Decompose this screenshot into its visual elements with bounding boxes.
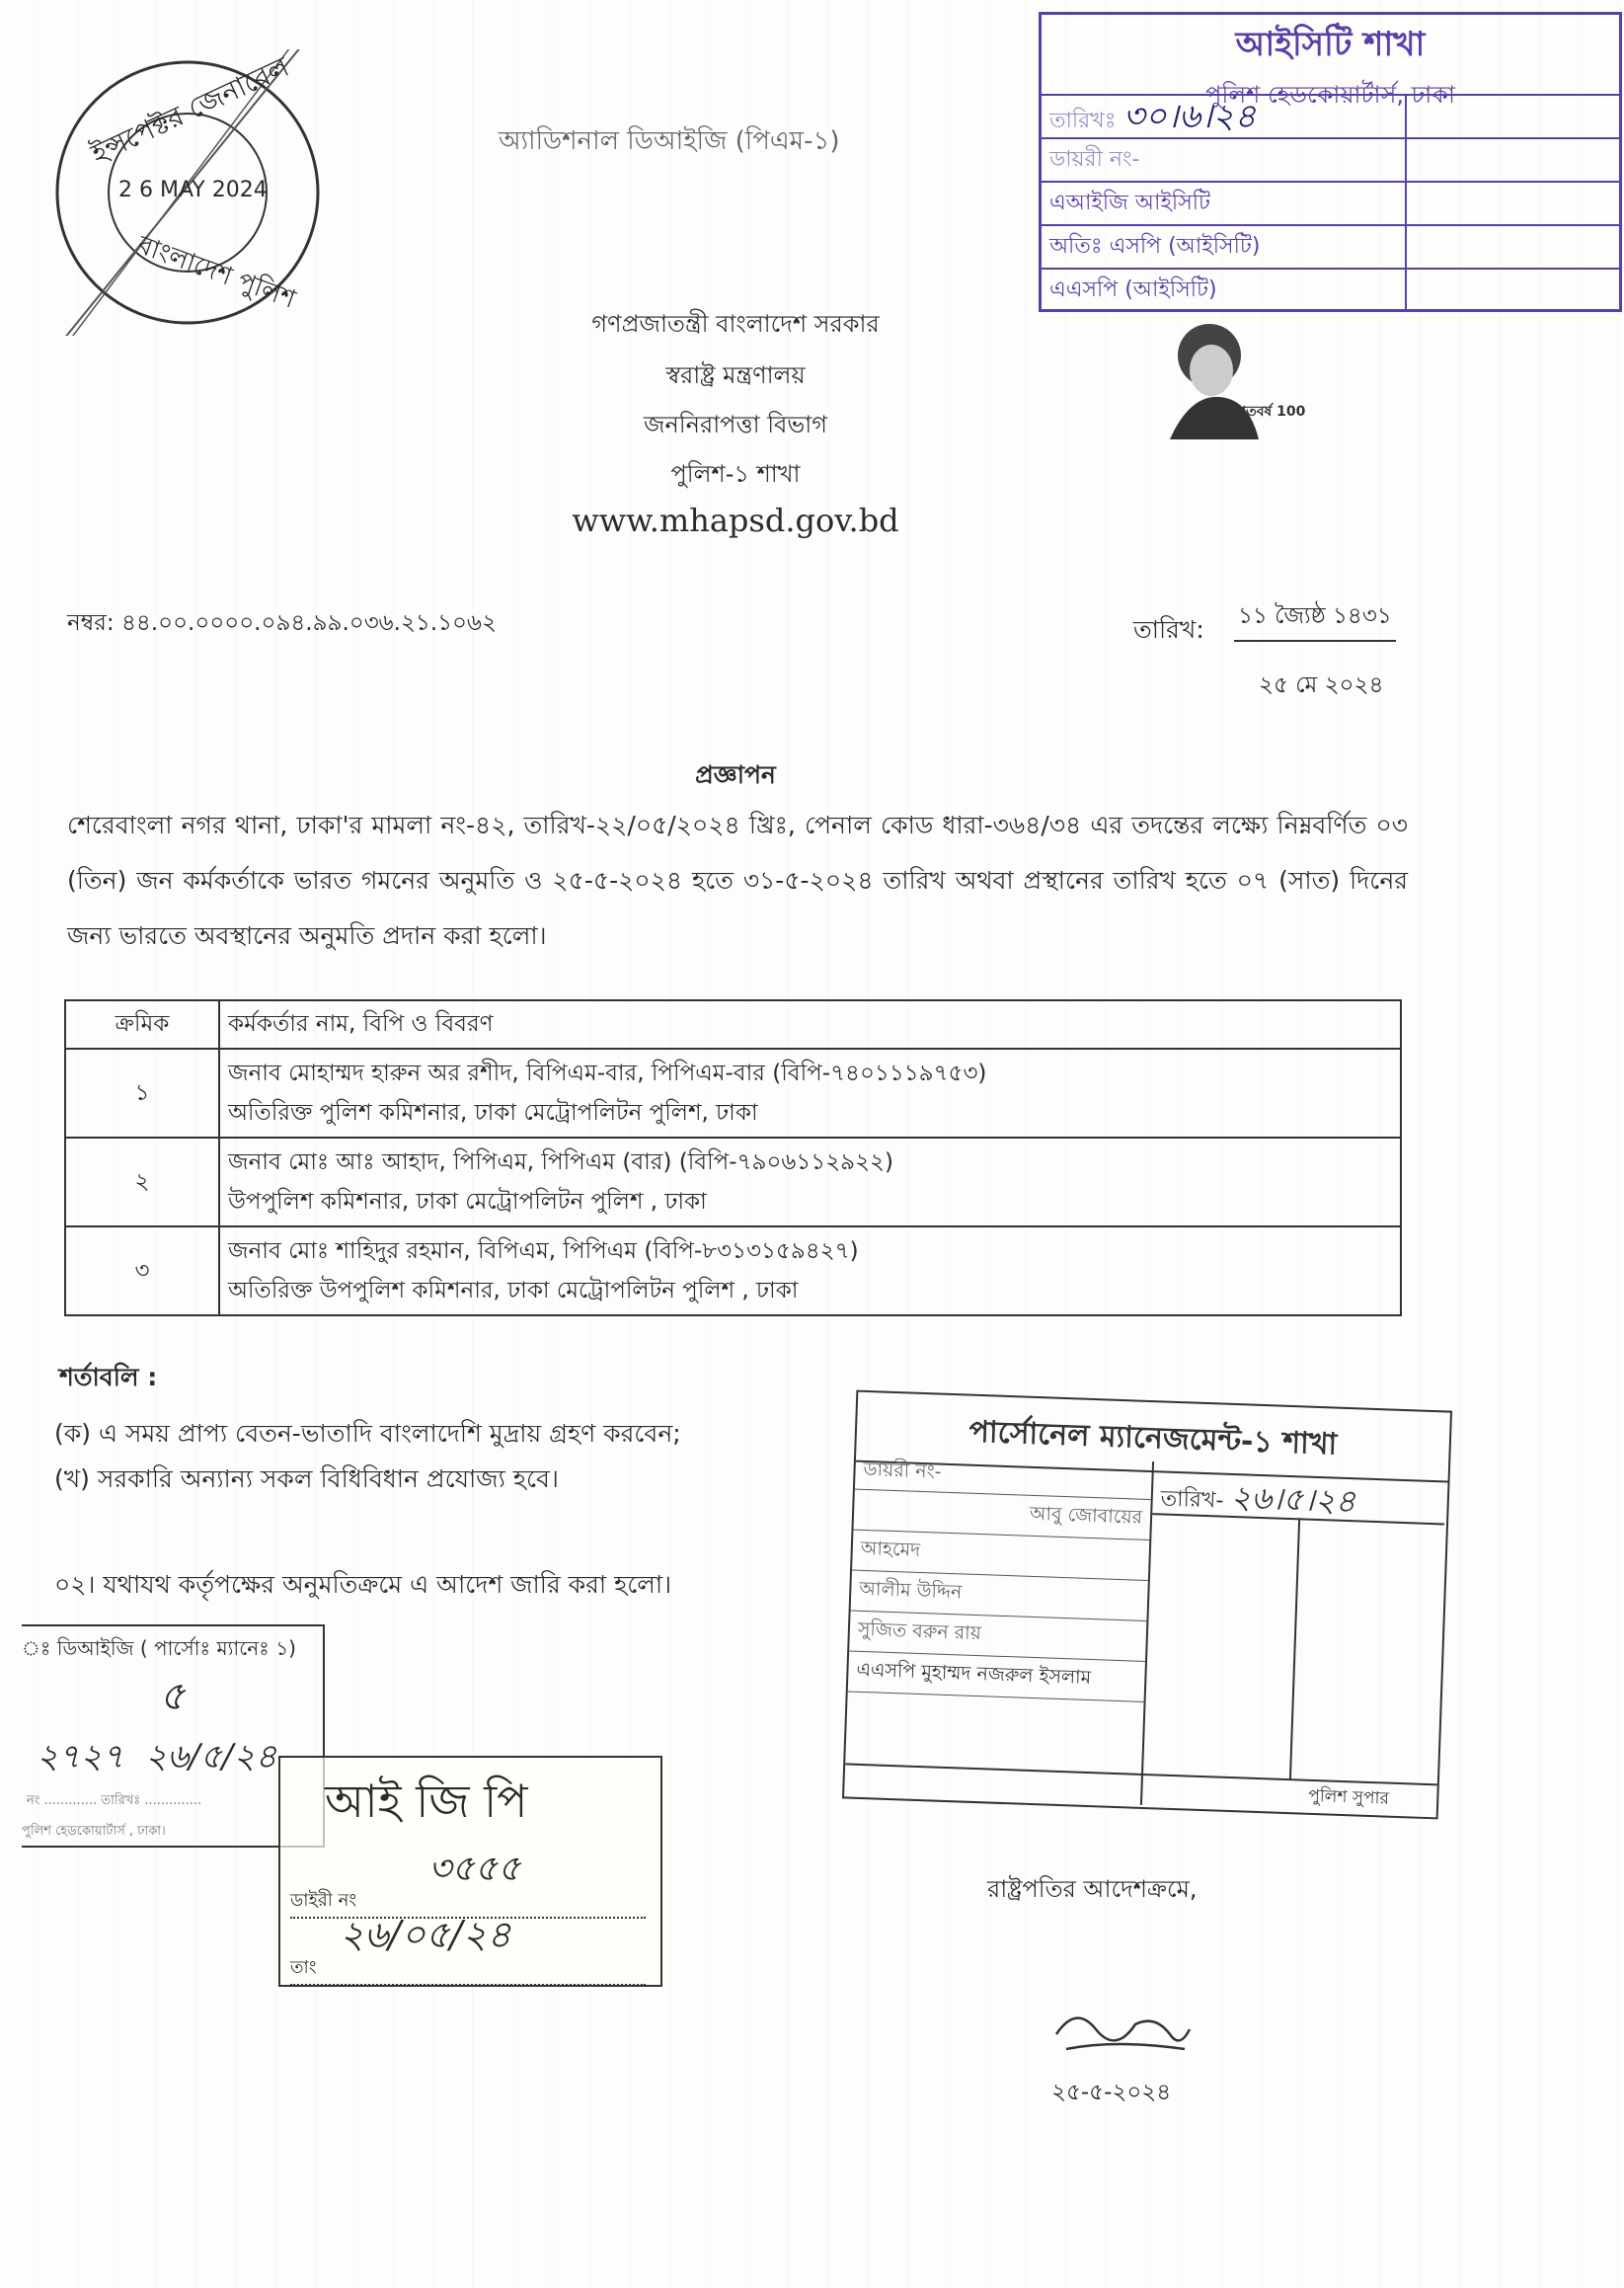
dig-number-line: নং ............. তারিখঃ .............. — [27, 1793, 202, 1808]
header-ministry: স্বরাষ্ট্র মন্ত্রণালয় — [665, 361, 806, 389]
seal-top-text: ইন্সপেক্টর জেনারেল — [86, 49, 294, 171]
ict-stamp-row — [1042, 224, 1619, 268]
header-serial: ক্রমিক — [65, 1000, 219, 1049]
document-title: প্রজ্ঞাপন — [695, 760, 776, 789]
officer-designation: অতিরিক্ত উপপুলিশ কমিশনার, ঢাকা মেট্রোপলিটন পুলিশ , ঢাকা — [228, 1278, 799, 1303]
ict-stamp-row — [1042, 268, 1619, 311]
officers-table — [64, 999, 1402, 1316]
table-row — [65, 1138, 1401, 1226]
ict-row-value: ৩০।৬।২৪ — [1122, 97, 1257, 136]
ict-stamp-row — [1042, 181, 1619, 224]
ict-stamp-subtitle: পুলিশ হেডকোয়ার্টার্স, ঢাকা — [1205, 81, 1455, 109]
officer-name: জনাব মোহাম্মদ হারুন অর রশীদ, বিপিএম-বার, পিপিএম-বার (বিপি-৭৪০১১১৯৭৫৩) — [228, 1061, 987, 1086]
dig-stamp-title: ঃ ডিআইজি ( পার্সোঃ ম্যানেঃ ১) — [22, 1636, 296, 1660]
presidential-order-text: রাষ্ট্রপতির আদেশক্রমে, — [987, 1875, 1198, 1903]
pm-date-label: তারিখ- — [1160, 1486, 1224, 1514]
igp-date-value: ২৬/০৫/২৪ — [340, 1913, 511, 1956]
signature-date: ২৫-৫-২০২৪ — [1051, 2080, 1172, 2105]
official-seal — [44, 49, 331, 336]
memo-date-label: তারিখ: — [1133, 615, 1204, 644]
igp-diary-value: ৩৫৫৫ — [428, 1849, 521, 1889]
pm-name: আহমেদ — [852, 1530, 1149, 1580]
ict-stamp-row — [1042, 137, 1619, 181]
officer-designation: অতিরিক্ত পুলিশ কমিশনার, ঢাকা মেট্রোপলিটন পুলিশ, ঢাকা — [228, 1100, 758, 1126]
dig-footer: পুলিশ হেডকোয়ার্টার্স , ঢাকা। — [22, 1824, 166, 1839]
conditions-heading: শর্তাবলি : — [59, 1363, 158, 1391]
header-govt: গণপ্রজাতন্ত্রী বাংলাদেশ সরকার — [591, 310, 880, 338]
header-details: কর্মকর্তার নাম, বিপি ও বিবরণ — [219, 1000, 1401, 1049]
ict-row-label: তারিখঃ — [1049, 109, 1117, 133]
pm-date-value: ২৬।৫।২৪ — [1229, 1477, 1356, 1521]
signature-icon — [1046, 1995, 1195, 2064]
order-line: ০২। যথাযথ কর্তৃপক্ষের অনুমতিক্রমে এ আদেশ জারি করা হলো। — [54, 1570, 672, 1599]
header-branch: পুলিশ-১ শাখা — [670, 460, 801, 488]
dig-mark: ৫ — [159, 1674, 186, 1719]
ict-stamp-title: আইসিটি শাখা — [1235, 25, 1426, 64]
memo-date-english: ২৫ মে ২০২৪ — [1259, 672, 1384, 698]
addl-dig-note: অ্যাডিশনাল ডিআইজি (পিএম-১) — [499, 126, 840, 156]
ict-row-label: অতিঃ এসপি (আইসিটি) — [1042, 226, 1407, 268]
igp-stamp-title: আই জি পি — [325, 1775, 528, 1828]
igp-diary-label: ডাইরী নং — [290, 1890, 357, 1911]
pm-name: এএসপি মুহাম্মদ নজরুল ইসলাম — [848, 1650, 1145, 1701]
memo-date-bangla: ১১ জ্যৈষ্ঠ ১৪৩১ — [1234, 597, 1396, 642]
dig-handwritten-number: ২৭২৭ ২৬/৫/২৪ — [37, 1737, 277, 1776]
table-header-row — [65, 1000, 1401, 1049]
memo-number: নম্বর: ৪৪.০০.০০০০.০৯৪.৯৯.০৩৬.২১.১০৬২ — [67, 610, 497, 636]
header-website[interactable]: www.mhapsd.gov.bd — [572, 502, 899, 539]
officer-designation: উপপুলিশ কমিশনার, ঢাকা মেট্রোপলিটন পুলিশ , ঢাকা — [228, 1189, 707, 1215]
pm-name: আলীম উদ্দিন — [851, 1570, 1148, 1620]
table-row — [65, 1049, 1401, 1138]
seal-date: 2 6 MAY 2024 — [118, 178, 268, 202]
pm-stamp-title: পার্সোনেল ম্যানেজমেন্ট-১ শাখা — [856, 1392, 1450, 1483]
pm-name: আবু জোবায়ের — [853, 1489, 1150, 1539]
seal-bottom-text: বাংলাদেশ পুলিশ — [133, 230, 300, 315]
igp-date-label: তাং — [290, 1957, 317, 1978]
pm-footer: পুলিশ সুপার — [1307, 1785, 1390, 1809]
pm-name: সুজিত বরুন রায় — [849, 1611, 1146, 1661]
ict-stamp-row — [1042, 94, 1619, 137]
header-division: জননিরাপত্তা বিভাগ — [644, 411, 827, 438]
pm-diary-label: ডায়রী নং- — [863, 1458, 942, 1483]
igp-stamp — [278, 1756, 662, 1987]
row-serial: ৩ — [65, 1226, 219, 1315]
ict-row-label: এআইজি আইসিটি — [1042, 183, 1407, 224]
condition-item: (খ) সরকারি অন্যান্য সকল বিধিবিধান প্রযোজ্য হবে। — [54, 1464, 559, 1493]
table-row — [65, 1226, 1401, 1315]
ict-row-label: এএসপি (আইসিটি) — [1042, 270, 1407, 311]
personnel-management-stamp — [842, 1390, 1452, 1820]
ict-branch-stamp — [1039, 12, 1622, 312]
signature — [1046, 1995, 1195, 2064]
officer-name: জনাব মোঃ শাহিদুর রহমান, বিপিএম, পিপিএম (বিপি-৮৩১৩১৫৯৪২৭) — [228, 1238, 859, 1264]
officer-name: জনাব মোঃ আঃ আহাদ, পিপিএম, পিপিএম (বার) (বিপি-৭৯০৬১১২৯২২) — [228, 1149, 893, 1175]
logo-text: মুজিব শতবর্ষ 100 — [1201, 404, 1306, 420]
condition-item: (ক) এ সময় প্রাপ্য বেতন-ভাতাদি বাংলাদেশি মুদ্রায় গ্রহণ করবেন; — [54, 1419, 681, 1448]
body-paragraph: শেরেবাংলা নগর থানা, ঢাকা'র মামলা নং-৪২, তারিখ-২২/০৫/২০২৪ খ্রিঃ, পেনাল কোড ধারা-৩৬৪/৩৪ এর তদন্তের লক্ষ্যে নিম্নবর্ণিত ০৩ (তিন) জন কর্মকর্তাকে ভারত গমনের অনুমতি ও ২৫-৫-২০২৪ হতে ৩১-৫-২০২৪ তারিখ অথবা প্রস্থানের তারিখ হতে ০৭ (সাত) দিনের জন্য ভারতে অবস্থানের অনুমতি প্রদান করা হলো। — [67, 811, 1408, 950]
row-serial: ১ — [65, 1049, 219, 1138]
ict-row-label: ডায়রী নং- — [1042, 139, 1407, 181]
row-serial: ২ — [65, 1138, 219, 1226]
